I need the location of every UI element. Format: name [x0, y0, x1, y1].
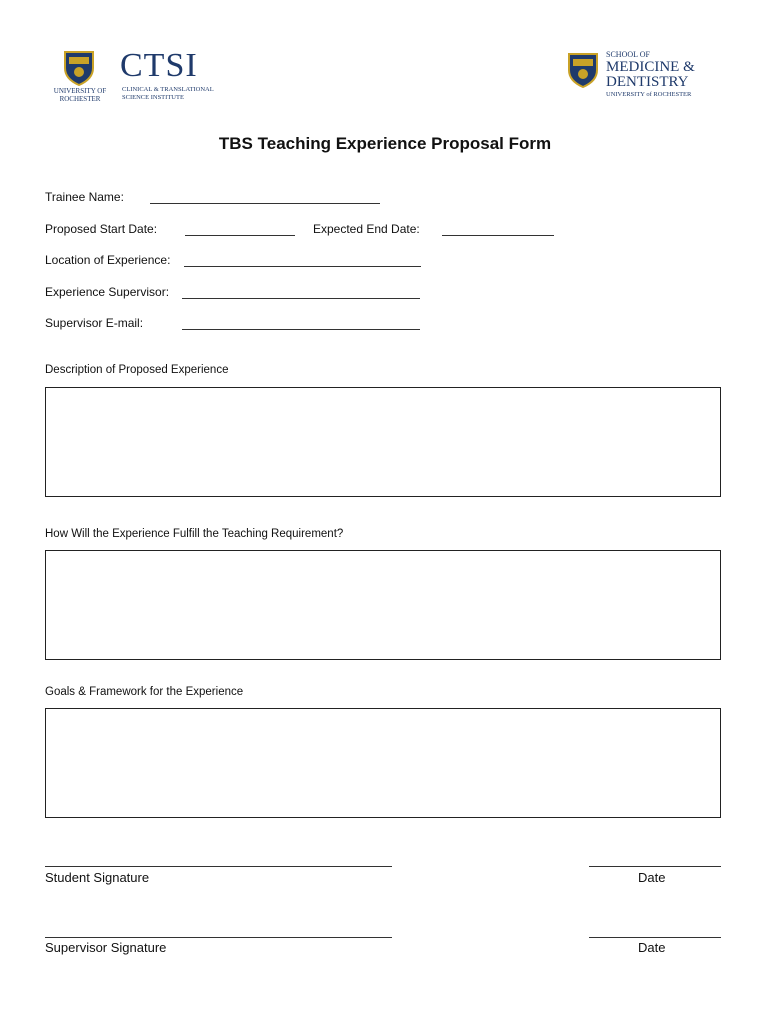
fulfill-label: How Will the Experience Fulfill the Teaching Requirement?: [45, 528, 344, 540]
supervisor-date-line[interactable]: [589, 937, 721, 938]
smd-line-4: UNIVERSITY of ROCHESTER: [606, 91, 692, 98]
supervisor-date-label: Date: [638, 940, 666, 955]
end-date-label: Expected End Date:: [313, 222, 420, 236]
supervisor-email-label: Supervisor E-mail:: [45, 316, 144, 330]
smd-line-2: MEDICINE &: [606, 59, 695, 75]
smd-line-1: SCHOOL OF: [606, 50, 650, 59]
supervisor-signature-line[interactable]: [45, 937, 392, 938]
description-label: Description of Proposed Experience: [45, 364, 229, 376]
student-date-line[interactable]: [589, 866, 721, 867]
start-date-label: Proposed Start Date:: [45, 222, 158, 236]
fulfill-textarea[interactable]: [45, 550, 721, 660]
location-field[interactable]: [184, 252, 421, 267]
location-label: Location of Experience:: [45, 253, 171, 267]
student-date-label: Date: [638, 870, 666, 885]
form-title: TBS Teaching Experience Proposal Form: [218, 134, 552, 153]
start-date-field[interactable]: [185, 221, 295, 236]
goals-label: Goals & Framework for the Experience: [45, 686, 244, 698]
ctsi-logo: [50, 47, 230, 105]
ctsi-subtitle-1: CLINICAL & TRANSLATIONAL: [122, 86, 214, 93]
supervisor-field[interactable]: [182, 284, 420, 299]
end-date-field[interactable]: [442, 221, 554, 236]
ctsi-brand: CTSI: [120, 47, 198, 84]
seal-text: UNIVERSITY OF ROCHESTER: [53, 87, 107, 103]
student-signature-label: Student Signature: [45, 870, 150, 885]
description-textarea[interactable]: [45, 387, 721, 497]
student-signature-line[interactable]: [45, 866, 392, 867]
ctsi-subtitle-2: SCIENCE INSTITUTE: [122, 94, 184, 101]
smd-logo: [564, 50, 724, 105]
supervisor-signature-label: Supervisor Signature: [45, 940, 167, 955]
supervisor-email-field[interactable]: [182, 315, 420, 330]
goals-textarea[interactable]: [45, 708, 721, 818]
supervisor-label: Experience Supervisor:: [45, 285, 170, 299]
trainee-name-label: Trainee Name:: [45, 190, 124, 204]
smd-line-3: DENTISTRY: [606, 74, 689, 90]
university-shield-icon: [62, 50, 96, 86]
trainee-name-field[interactable]: [150, 189, 380, 204]
university-shield-icon: [566, 52, 600, 88]
